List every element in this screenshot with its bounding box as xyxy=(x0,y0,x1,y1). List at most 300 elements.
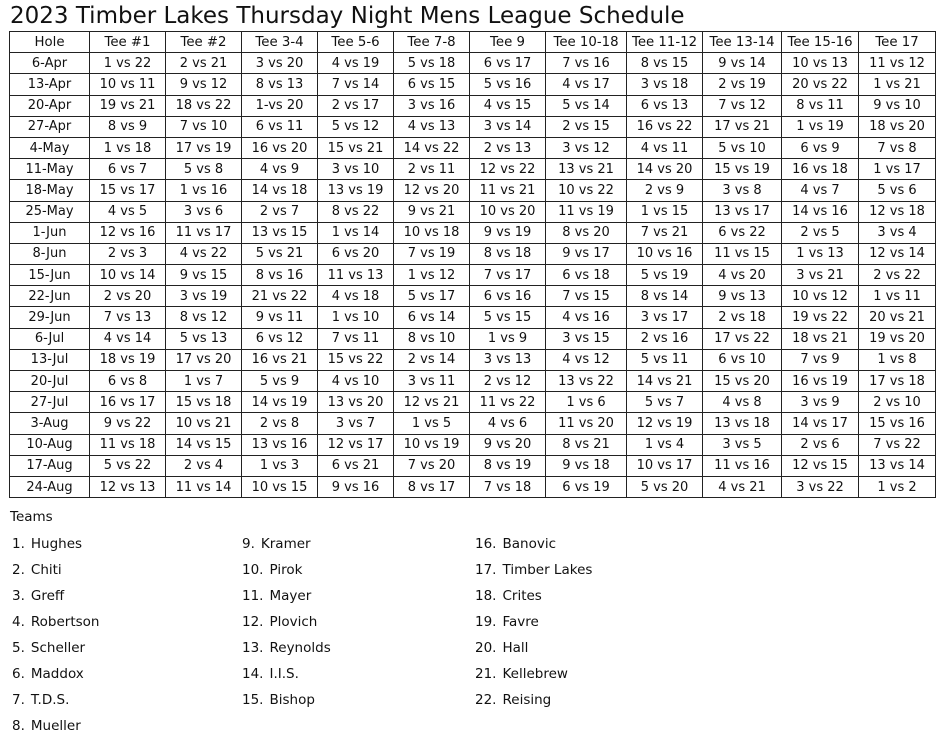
matchup-cell: 19 vs 21 xyxy=(90,95,166,116)
matchup-cell: 2 vs 13 xyxy=(470,137,546,158)
matchup-cell: 5 vs 21 xyxy=(242,243,318,264)
team-list-item xyxy=(12,560,100,586)
matchup-cell: 1 vs 11 xyxy=(859,286,936,307)
matchup-cell: 4 vs 7 xyxy=(782,180,859,201)
table-row xyxy=(10,159,936,180)
matchup-cell: 3 vs 14 xyxy=(470,116,546,137)
team-number: 12. xyxy=(242,614,264,630)
matchup-cell: 16 vs 17 xyxy=(90,392,166,413)
date-cell: 27-Apr xyxy=(10,116,90,137)
matchup-cell: 5 vs 11 xyxy=(627,349,703,370)
table-row xyxy=(10,201,936,222)
team-list-item xyxy=(12,612,100,638)
matchup-cell: 4 vs 6 xyxy=(470,413,546,434)
matchup-cell: 15 vs 17 xyxy=(90,180,166,201)
matchup-cell: 5 vs 9 xyxy=(242,371,318,392)
matchup-cell: 20 vs 21 xyxy=(859,307,936,328)
matchup-cell: 3 vs 22 xyxy=(782,476,859,497)
matchup-cell: 9 vs 16 xyxy=(318,476,394,497)
matchup-cell: 2 vs 3 xyxy=(90,243,166,264)
matchup-cell: 5 vs 7 xyxy=(627,392,703,413)
matchup-cell: 10 vs 20 xyxy=(470,201,546,222)
matchup-cell: 5 vs 6 xyxy=(859,180,936,201)
team-name: Bishop xyxy=(269,692,315,708)
matchup-cell: 1 vs 5 xyxy=(394,413,470,434)
date-cell: 4-May xyxy=(10,137,90,158)
matchup-cell: 13 vs 19 xyxy=(318,180,394,201)
team-name: Chiti xyxy=(30,562,62,578)
matchup-cell: 10 vs 22 xyxy=(546,180,627,201)
matchup-cell: 12 vs 22 xyxy=(470,159,546,180)
matchup-cell: 16 vs 18 xyxy=(782,159,859,180)
matchup-cell: 4 vs 13 xyxy=(394,116,470,137)
matchup-cell: 8 vs 14 xyxy=(627,286,703,307)
matchup-cell: 11 vs 12 xyxy=(859,53,936,74)
matchup-cell: 10 vs 21 xyxy=(166,413,242,434)
matchup-cell: 5 vs 10 xyxy=(703,137,782,158)
matchup-cell: 1 vs 12 xyxy=(394,265,470,286)
matchup-cell: 9 vs 10 xyxy=(859,95,936,116)
matchup-cell: 13 vs 14 xyxy=(859,455,936,476)
table-row xyxy=(10,137,936,158)
matchup-cell: 2 vs 6 xyxy=(782,434,859,455)
matchup-cell: 11 vs 18 xyxy=(90,434,166,455)
matchup-cell: 6 vs 12 xyxy=(242,328,318,349)
matchup-cell: 5 vs 22 xyxy=(90,455,166,476)
team-list-item xyxy=(242,586,331,612)
matchup-cell: 2 vs 18 xyxy=(703,307,782,328)
matchup-cell: 14 vs 21 xyxy=(627,371,703,392)
team-number: 20. xyxy=(475,640,497,656)
teams-list-column-3 xyxy=(475,534,592,716)
matchup-cell: 14 vs 17 xyxy=(782,413,859,434)
matchup-cell: 8 vs 16 xyxy=(242,265,318,286)
matchup-cell: 3 vs 11 xyxy=(394,371,470,392)
matchup-cell: 9 vs 11 xyxy=(242,307,318,328)
matchup-cell: 3 vs 12 xyxy=(546,137,627,158)
team-number: 13. xyxy=(242,640,264,656)
date-cell: 22-Jun xyxy=(10,286,90,307)
matchup-cell: 7 vs 18 xyxy=(470,476,546,497)
table-row xyxy=(10,392,936,413)
team-list-item xyxy=(475,586,592,612)
team-name: Plovich xyxy=(269,614,318,630)
matchup-cell: 9 vs 15 xyxy=(166,265,242,286)
matchup-cell: 3 vs 8 xyxy=(703,180,782,201)
matchup-cell: 14 vs 15 xyxy=(166,434,242,455)
matchup-cell: 8 vs 22 xyxy=(318,201,394,222)
matchup-cell: 11 vs 15 xyxy=(703,243,782,264)
date-cell: 24-Aug xyxy=(10,476,90,497)
matchup-cell: 9 vs 22 xyxy=(90,413,166,434)
matchup-cell: 8 vs 21 xyxy=(546,434,627,455)
date-cell: 6-Jul xyxy=(10,328,90,349)
matchup-cell: 17 vs 18 xyxy=(859,371,936,392)
matchup-cell: 5 vs 16 xyxy=(470,74,546,95)
team-list-item xyxy=(475,612,592,638)
matchup-cell: 16 vs 21 xyxy=(242,349,318,370)
team-name: Timber Lakes xyxy=(502,562,593,578)
matchup-cell: 10 vs 14 xyxy=(90,265,166,286)
matchup-cell: 18 vs 21 xyxy=(782,328,859,349)
date-cell: 20-Apr xyxy=(10,95,90,116)
matchup-cell: 9 vs 13 xyxy=(703,286,782,307)
team-list-item xyxy=(475,638,592,664)
table-row xyxy=(10,413,936,434)
matchup-cell: 2 vs 14 xyxy=(394,349,470,370)
matchup-cell: 17 vs 20 xyxy=(166,349,242,370)
page-title: 2023 Timber Lakes Thursday Night Mens League Schedule xyxy=(10,3,685,29)
matchup-cell: 3 vs 10 xyxy=(318,159,394,180)
matchup-cell: 4 vs 17 xyxy=(546,74,627,95)
matchup-cell: 1 vs 8 xyxy=(859,349,936,370)
team-number: 4. xyxy=(12,614,25,630)
matchup-cell: 8 vs 10 xyxy=(394,328,470,349)
team-list-item xyxy=(242,612,331,638)
team-name: Greff xyxy=(30,588,65,604)
matchup-cell: 7 vs 22 xyxy=(859,434,936,455)
matchup-cell: 3 vs 16 xyxy=(394,95,470,116)
matchup-cell: 13 vs 16 xyxy=(242,434,318,455)
matchup-cell: 8 vs 19 xyxy=(470,455,546,476)
matchup-cell: 4 vs 9 xyxy=(242,159,318,180)
matchup-cell: 11 vs 17 xyxy=(166,222,242,243)
matchup-cell: 2 vs 10 xyxy=(859,392,936,413)
matchup-cell: 16 vs 22 xyxy=(627,116,703,137)
table-row xyxy=(10,307,936,328)
matchup-cell: 1 vs 17 xyxy=(859,159,936,180)
matchup-cell: 21 vs 22 xyxy=(242,286,318,307)
team-list-item xyxy=(475,690,592,716)
team-list-item xyxy=(242,534,331,560)
matchup-cell: 10 vs 11 xyxy=(90,74,166,95)
matchup-cell: 14 vs 20 xyxy=(627,159,703,180)
team-number: 16. xyxy=(475,536,497,552)
matchup-cell: 8 vs 12 xyxy=(166,307,242,328)
team-number: 14. xyxy=(242,666,264,682)
teams-list-column-2 xyxy=(242,534,331,716)
matchup-cell: 5 vs 12 xyxy=(318,116,394,137)
matchup-cell: 4 vs 10 xyxy=(318,371,394,392)
column-header-tee: Tee #2 xyxy=(166,32,242,53)
matchup-cell: 6 vs 13 xyxy=(627,95,703,116)
date-cell: 10-Aug xyxy=(10,434,90,455)
matchup-cell: 1 vs 22 xyxy=(90,53,166,74)
date-cell: 17-Aug xyxy=(10,455,90,476)
table-row xyxy=(10,95,936,116)
team-name: Pirok xyxy=(269,562,303,578)
matchup-cell: 18 vs 20 xyxy=(859,116,936,137)
table-row xyxy=(10,349,936,370)
matchup-cell: 8 vs 15 xyxy=(627,53,703,74)
matchup-cell: 6 vs 18 xyxy=(546,265,627,286)
matchup-cell: 11 vs 20 xyxy=(546,413,627,434)
team-name: Favre xyxy=(502,614,539,630)
matchup-cell: 4 vs 18 xyxy=(318,286,394,307)
matchup-cell: 4 vs 14 xyxy=(90,328,166,349)
team-list-item xyxy=(242,690,331,716)
matchup-cell: 5 vs 18 xyxy=(394,53,470,74)
matchup-cell: 13 vs 22 xyxy=(546,371,627,392)
column-header-tee: Tee #1 xyxy=(90,32,166,53)
matchup-cell: 4 vs 11 xyxy=(627,137,703,158)
matchup-cell: 5 vs 20 xyxy=(627,476,703,497)
matchup-cell: 7 vs 15 xyxy=(546,286,627,307)
matchup-cell: 7 vs 13 xyxy=(90,307,166,328)
matchup-cell: 13 vs 21 xyxy=(546,159,627,180)
matchup-cell: 6 vs 16 xyxy=(470,286,546,307)
date-cell: 11-May xyxy=(10,159,90,180)
matchup-cell: 8 vs 20 xyxy=(546,222,627,243)
team-number: 21. xyxy=(475,666,497,682)
matchup-cell: 6 vs 21 xyxy=(318,455,394,476)
matchup-cell: 17 vs 22 xyxy=(703,328,782,349)
team-list-item xyxy=(475,664,592,690)
team-number: 6. xyxy=(12,666,25,682)
column-header-tee: Tee 11-12 xyxy=(627,32,703,53)
team-list-item xyxy=(12,638,100,664)
matchup-cell: 1 vs 19 xyxy=(782,116,859,137)
matchup-cell: 6 vs 11 xyxy=(242,116,318,137)
matchup-cell: 5 vs 8 xyxy=(166,159,242,180)
matchup-cell: 15 vs 18 xyxy=(166,392,242,413)
matchup-cell: 11 vs 22 xyxy=(470,392,546,413)
matchup-cell: 1-vs 20 xyxy=(242,95,318,116)
team-number: 18. xyxy=(475,588,497,604)
table-header-row xyxy=(10,32,936,53)
team-list-item xyxy=(475,560,592,586)
date-cell: 1-Jun xyxy=(10,222,90,243)
team-list-item xyxy=(12,716,100,742)
date-cell: 25-May xyxy=(10,201,90,222)
matchup-cell: 1 vs 9 xyxy=(470,328,546,349)
table-row xyxy=(10,53,936,74)
team-list-item xyxy=(12,690,100,716)
column-header-tee: Tee 15-16 xyxy=(782,32,859,53)
matchup-cell: 16 vs 20 xyxy=(242,137,318,158)
matchup-cell: 3 vs 20 xyxy=(242,53,318,74)
matchup-cell: 1 vs 2 xyxy=(859,476,936,497)
team-list-item xyxy=(242,664,331,690)
matchup-cell: 3 vs 6 xyxy=(166,201,242,222)
matchup-cell: 2 vs 16 xyxy=(627,328,703,349)
team-name: Hughes xyxy=(30,536,83,552)
team-name: Hall xyxy=(502,640,529,656)
matchup-cell: 10 vs 16 xyxy=(627,243,703,264)
date-cell: 13-Apr xyxy=(10,74,90,95)
matchup-cell: 7 vs 9 xyxy=(782,349,859,370)
table-row xyxy=(10,243,936,264)
column-header-tee: Tee 5-6 xyxy=(318,32,394,53)
matchup-cell: 10 vs 17 xyxy=(627,455,703,476)
matchup-cell: 1 vs 18 xyxy=(90,137,166,158)
schedule-table xyxy=(9,31,936,498)
matchup-cell: 2 vs 21 xyxy=(166,53,242,74)
date-cell: 6-Apr xyxy=(10,53,90,74)
date-cell: 18-May xyxy=(10,180,90,201)
matchup-cell: 5 vs 14 xyxy=(546,95,627,116)
matchup-cell: 9 vs 21 xyxy=(394,201,470,222)
team-number: 3. xyxy=(12,588,25,604)
teams-heading: Teams xyxy=(10,509,53,525)
matchup-cell: 6 vs 9 xyxy=(782,137,859,158)
team-name: Reynolds xyxy=(269,640,331,656)
matchup-cell: 2 vs 7 xyxy=(242,201,318,222)
matchup-cell: 4 vs 16 xyxy=(546,307,627,328)
matchup-cell: 4 vs 15 xyxy=(470,95,546,116)
team-number: 19. xyxy=(475,614,497,630)
matchup-cell: 8 vs 13 xyxy=(242,74,318,95)
matchup-cell: 4 vs 12 xyxy=(546,349,627,370)
column-header-tee: Tee 3-4 xyxy=(242,32,318,53)
matchup-cell: 3 vs 17 xyxy=(627,307,703,328)
matchup-cell: 13 vs 17 xyxy=(703,201,782,222)
column-header-tee: Tee 10-18 xyxy=(546,32,627,53)
team-list-item xyxy=(12,586,100,612)
matchup-cell: 10 vs 18 xyxy=(394,222,470,243)
matchup-cell: 2 vs 20 xyxy=(90,286,166,307)
column-header-tee: Tee 7-8 xyxy=(394,32,470,53)
table-row xyxy=(10,455,936,476)
matchup-cell: 9 vs 12 xyxy=(166,74,242,95)
team-number: 1. xyxy=(12,536,25,552)
matchup-cell: 4 vs 21 xyxy=(703,476,782,497)
team-number: 9. xyxy=(242,536,255,552)
teams-list-column-1 xyxy=(12,534,100,742)
team-number: 11. xyxy=(242,588,264,604)
matchup-cell: 6 vs 10 xyxy=(703,349,782,370)
table-row xyxy=(10,74,936,95)
matchup-cell: 12 vs 18 xyxy=(859,201,936,222)
matchup-cell: 5 vs 15 xyxy=(470,307,546,328)
matchup-cell: 3 vs 21 xyxy=(782,265,859,286)
matchup-cell: 10 vs 15 xyxy=(242,476,318,497)
date-cell: 8-Jun xyxy=(10,243,90,264)
team-number: 10. xyxy=(242,562,264,578)
team-number: 7. xyxy=(12,692,25,708)
column-header-tee: Tee 9 xyxy=(470,32,546,53)
matchup-cell: 11 vs 14 xyxy=(166,476,242,497)
matchup-cell: 1 vs 4 xyxy=(627,434,703,455)
matchup-cell: 3 vs 19 xyxy=(166,286,242,307)
table-row xyxy=(10,265,936,286)
matchup-cell: 1 vs 3 xyxy=(242,455,318,476)
date-cell: 15-Jun xyxy=(10,265,90,286)
matchup-cell: 12 vs 14 xyxy=(859,243,936,264)
matchup-cell: 6 vs 22 xyxy=(703,222,782,243)
matchup-cell: 11 vs 13 xyxy=(318,265,394,286)
matchup-cell: 1 vs 10 xyxy=(318,307,394,328)
matchup-cell: 19 vs 20 xyxy=(859,328,936,349)
matchup-cell: 10 vs 12 xyxy=(782,286,859,307)
matchup-cell: 3 vs 7 xyxy=(318,413,394,434)
team-list-item xyxy=(242,638,331,664)
matchup-cell: 6 vs 14 xyxy=(394,307,470,328)
column-header-hole: Hole xyxy=(10,32,90,53)
matchup-cell: 7 vs 8 xyxy=(859,137,936,158)
matchup-cell: 7 vs 11 xyxy=(318,328,394,349)
matchup-cell: 3 vs 4 xyxy=(859,222,936,243)
matchup-cell: 1 vs 7 xyxy=(166,371,242,392)
matchup-cell: 6 vs 17 xyxy=(470,53,546,74)
team-number: 5. xyxy=(12,640,25,656)
team-list-item xyxy=(242,560,331,586)
table-row xyxy=(10,476,936,497)
matchup-cell: 11 vs 16 xyxy=(703,455,782,476)
team-name: Maddox xyxy=(30,666,84,682)
matchup-cell: 12 vs 20 xyxy=(394,180,470,201)
matchup-cell: 5 vs 17 xyxy=(394,286,470,307)
team-name: Scheller xyxy=(30,640,86,656)
matchup-cell: 7 vs 17 xyxy=(470,265,546,286)
matchup-cell: 15 vs 22 xyxy=(318,349,394,370)
date-cell: 27-Jul xyxy=(10,392,90,413)
matchup-cell: 15 vs 16 xyxy=(859,413,936,434)
matchup-cell: 5 vs 19 xyxy=(627,265,703,286)
team-number: 22. xyxy=(475,692,497,708)
matchup-cell: 12 vs 19 xyxy=(627,413,703,434)
matchup-cell: 3 vs 18 xyxy=(627,74,703,95)
matchup-cell: 12 vs 13 xyxy=(90,476,166,497)
team-name: Crites xyxy=(502,588,542,604)
matchup-cell: 14 vs 22 xyxy=(394,137,470,158)
matchup-cell: 4 vs 20 xyxy=(703,265,782,286)
matchup-cell: 2 vs 4 xyxy=(166,455,242,476)
matchup-cell: 7 vs 16 xyxy=(546,53,627,74)
matchup-cell: 9 vs 17 xyxy=(546,243,627,264)
matchup-cell: 6 vs 15 xyxy=(394,74,470,95)
matchup-cell: 17 vs 19 xyxy=(166,137,242,158)
date-cell: 3-Aug xyxy=(10,413,90,434)
matchup-cell: 16 vs 19 xyxy=(782,371,859,392)
matchup-cell: 2 vs 22 xyxy=(859,265,936,286)
matchup-cell: 7 vs 10 xyxy=(166,116,242,137)
team-name: Kellebrew xyxy=(502,666,568,682)
matchup-cell: 9 vs 20 xyxy=(470,434,546,455)
matchup-cell: 1 vs 14 xyxy=(318,222,394,243)
table-row xyxy=(10,222,936,243)
matchup-cell: 11 vs 21 xyxy=(470,180,546,201)
matchup-cell: 1 vs 15 xyxy=(627,201,703,222)
matchup-cell: 3 vs 15 xyxy=(546,328,627,349)
matchup-cell: 2 vs 8 xyxy=(242,413,318,434)
matchup-cell: 12 vs 17 xyxy=(318,434,394,455)
matchup-cell: 3 vs 13 xyxy=(470,349,546,370)
matchup-cell: 1 vs 21 xyxy=(859,74,936,95)
matchup-cell: 14 vs 18 xyxy=(242,180,318,201)
date-cell: 20-Jul xyxy=(10,371,90,392)
team-number: 2. xyxy=(12,562,25,578)
matchup-cell: 12 vs 15 xyxy=(782,455,859,476)
team-number: 8. xyxy=(12,718,25,734)
matchup-cell: 19 vs 22 xyxy=(782,307,859,328)
table-row xyxy=(10,371,936,392)
team-list-item xyxy=(12,534,100,560)
matchup-cell: 14 vs 16 xyxy=(782,201,859,222)
team-list-item xyxy=(475,534,592,560)
team-number: 15. xyxy=(242,692,264,708)
table-row xyxy=(10,180,936,201)
matchup-cell: 8 vs 18 xyxy=(470,243,546,264)
matchup-cell: 7 vs 20 xyxy=(394,455,470,476)
matchup-cell: 3 vs 9 xyxy=(782,392,859,413)
matchup-cell: 20 vs 22 xyxy=(782,74,859,95)
matchup-cell: 4 vs 8 xyxy=(703,392,782,413)
matchup-cell: 17 vs 21 xyxy=(703,116,782,137)
matchup-cell: 2 vs 11 xyxy=(394,159,470,180)
team-number: 17. xyxy=(475,562,497,578)
team-name: Robertson xyxy=(30,614,100,630)
